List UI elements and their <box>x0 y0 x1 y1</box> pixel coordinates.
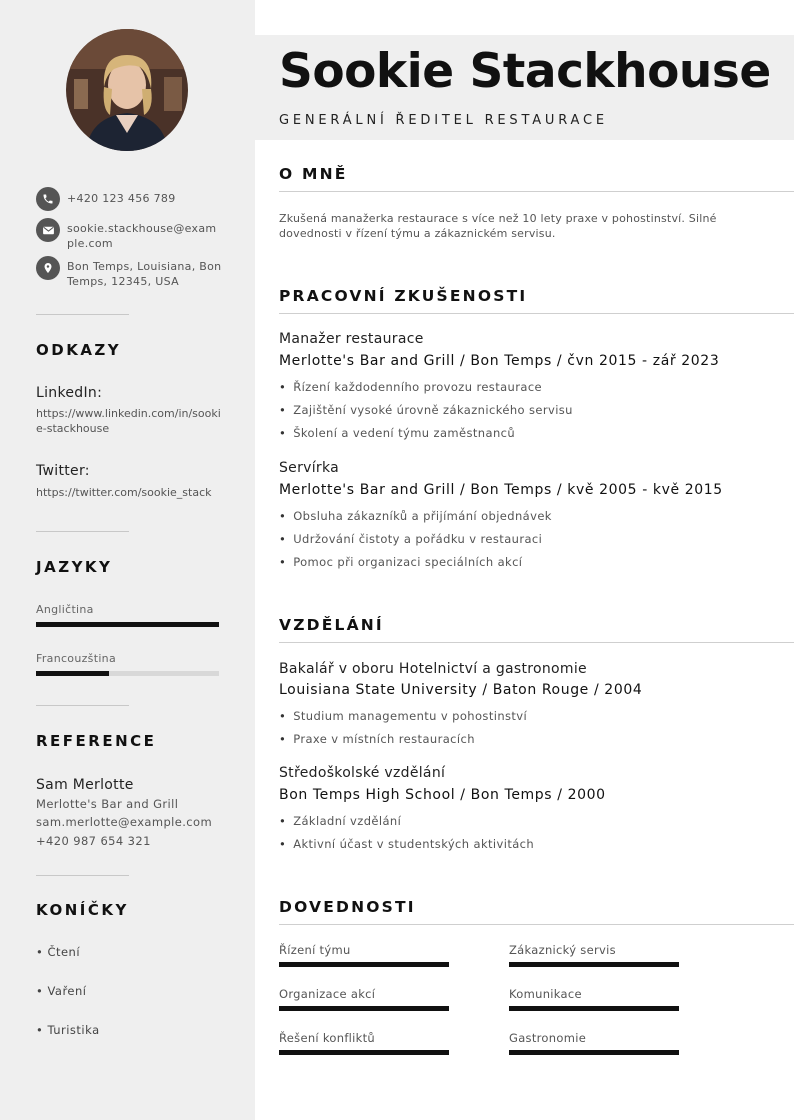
skill-level-fill <box>279 1050 449 1055</box>
language-level-fill <box>36 671 109 676</box>
job-role: Manažer restaurace <box>279 331 424 347</box>
skill-name: Řešení konfliktů <box>279 1031 376 1045</box>
profile-photo-image <box>66 29 188 151</box>
education-heading: VZDĚLÁNÍ <box>279 616 384 634</box>
job-bullet: • Řízení každodenního provozu restaurace <box>279 380 542 394</box>
language-level-fill <box>36 622 219 627</box>
job-bullet: • Udržování čistoty a pořádku v restauraci <box>279 532 542 546</box>
job-title: GENERÁLNÍ ŘEDITEL RESTAURACE <box>279 113 608 128</box>
language-level-bar <box>36 671 219 676</box>
contact-email-text[interactable]: sookie.stackhouse@example.com <box>67 222 217 250</box>
language-level-bar <box>36 622 219 627</box>
contact-address-text: Bon Temps, Louisiana, Bon Temps, 12345, USA <box>67 260 222 288</box>
job-details: Merlotte's Bar and Grill / Bon Temps / kvě 2005 - kvě 2015 <box>279 482 723 498</box>
skill-level-bar <box>279 1050 449 1055</box>
section-divider <box>279 313 794 314</box>
about-heading: O MNĚ <box>279 165 348 183</box>
reference-phone: +420 987 654 321 <box>36 834 151 848</box>
section-divider <box>279 191 794 192</box>
contact-email <box>36 218 222 251</box>
hobbies-heading: KONÍČKY <box>36 901 129 919</box>
about-text: Zkušená manažerka restaurace s více než 10 lety praxe v pohostinství. Silné dovednosti v řízení týmu a zákaznickém servisu. <box>279 212 717 240</box>
section-divider <box>279 642 794 643</box>
skill-level-bar <box>509 1050 679 1055</box>
twitter-label: Twitter: <box>36 463 90 479</box>
skill-name: Zákaznický servis <box>509 943 616 957</box>
skill-name: Řízení týmu <box>279 943 351 957</box>
reference-email[interactable]: sam.merlotte@example.com <box>36 815 213 829</box>
language-name: Francouzština <box>36 652 116 665</box>
education-bullet: • Studium managementu v pohostinství <box>279 709 527 723</box>
sidebar-divider <box>36 531 129 532</box>
skills-heading: DOVEDNOSTI <box>279 898 416 916</box>
job-role: Servírka <box>279 460 340 476</box>
contact-address <box>36 256 222 289</box>
education-degree: Středoškolské vzdělání <box>279 765 446 781</box>
twitter-link[interactable]: https://twitter.com/sookie_stack <box>36 486 212 499</box>
skill-level-fill <box>279 1006 449 1011</box>
education-degree: Bakalář v oboru Hotelnictví a gastronomie <box>279 661 587 677</box>
hobby-item: • Turistika <box>36 1023 100 1037</box>
education-details: Bon Temps High School / Bon Temps / 2000 <box>279 787 606 803</box>
reference-heading: REFERENCE <box>36 732 157 750</box>
job-bullet: • Pomoc při organizaci speciálních akcí <box>279 555 522 569</box>
skill-level-fill <box>509 1050 679 1055</box>
job-bullet: • Zajištění vysoké úrovně zákaznického servisu <box>279 403 573 417</box>
contact-phone-text: +420 123 456 789 <box>67 192 176 205</box>
location-icon <box>36 256 60 280</box>
profile-photo <box>66 29 188 151</box>
skill-name: Komunikace <box>509 987 582 1001</box>
linkedin-label: LinkedIn: <box>36 385 103 401</box>
skill-level-fill <box>509 962 679 967</box>
sidebar-divider <box>36 314 129 315</box>
skill-name: Organizace akcí <box>279 987 376 1001</box>
hobby-item: • Čtení <box>36 945 81 959</box>
hobby-item: • Vaření <box>36 984 87 998</box>
language-name: Angličtina <box>36 603 94 616</box>
section-divider <box>279 924 794 925</box>
skill-level-bar <box>279 1006 449 1011</box>
phone-icon <box>36 187 60 211</box>
sidebar-divider <box>36 875 129 876</box>
skill-level-fill <box>509 1006 679 1011</box>
reference-company: Merlotte's Bar and Grill <box>36 797 179 811</box>
email-icon <box>36 218 60 242</box>
job-bullet: • Školení a vedení týmu zaměstnanců <box>279 426 515 440</box>
education-details: Louisiana State University / Baton Rouge / 2004 <box>279 682 643 698</box>
linkedin-link[interactable]: https://www.linkedin.com/in/sookie-stackhouse <box>36 407 221 435</box>
languages-heading: JAZYKY <box>36 558 113 576</box>
job-details: Merlotte's Bar and Grill / Bon Temps / čvn 2015 - zář 2023 <box>279 353 720 369</box>
skill-level-fill <box>279 962 449 967</box>
job-bullet: • Obsluha zákazníků a přijímání objednávek <box>279 509 552 523</box>
skill-level-bar <box>509 962 679 967</box>
education-bullet: • Základní vzdělání <box>279 814 401 828</box>
reference-name: Sam Merlotte <box>36 777 134 793</box>
skill-level-bar <box>509 1006 679 1011</box>
education-bullet: • Praxe v místních restauracích <box>279 732 475 746</box>
links-heading: ODKAZY <box>36 341 122 359</box>
person-name: Sookie Stackhouse <box>279 44 771 99</box>
skill-level-bar <box>279 962 449 967</box>
education-bullet: • Aktivní účast v studentských aktivitách <box>279 837 534 851</box>
contact-phone <box>36 187 222 211</box>
skill-name: Gastronomie <box>509 1031 587 1045</box>
sidebar-divider <box>36 705 129 706</box>
experience-heading: PRACOVNÍ ZKUŠENOSTI <box>279 287 528 305</box>
